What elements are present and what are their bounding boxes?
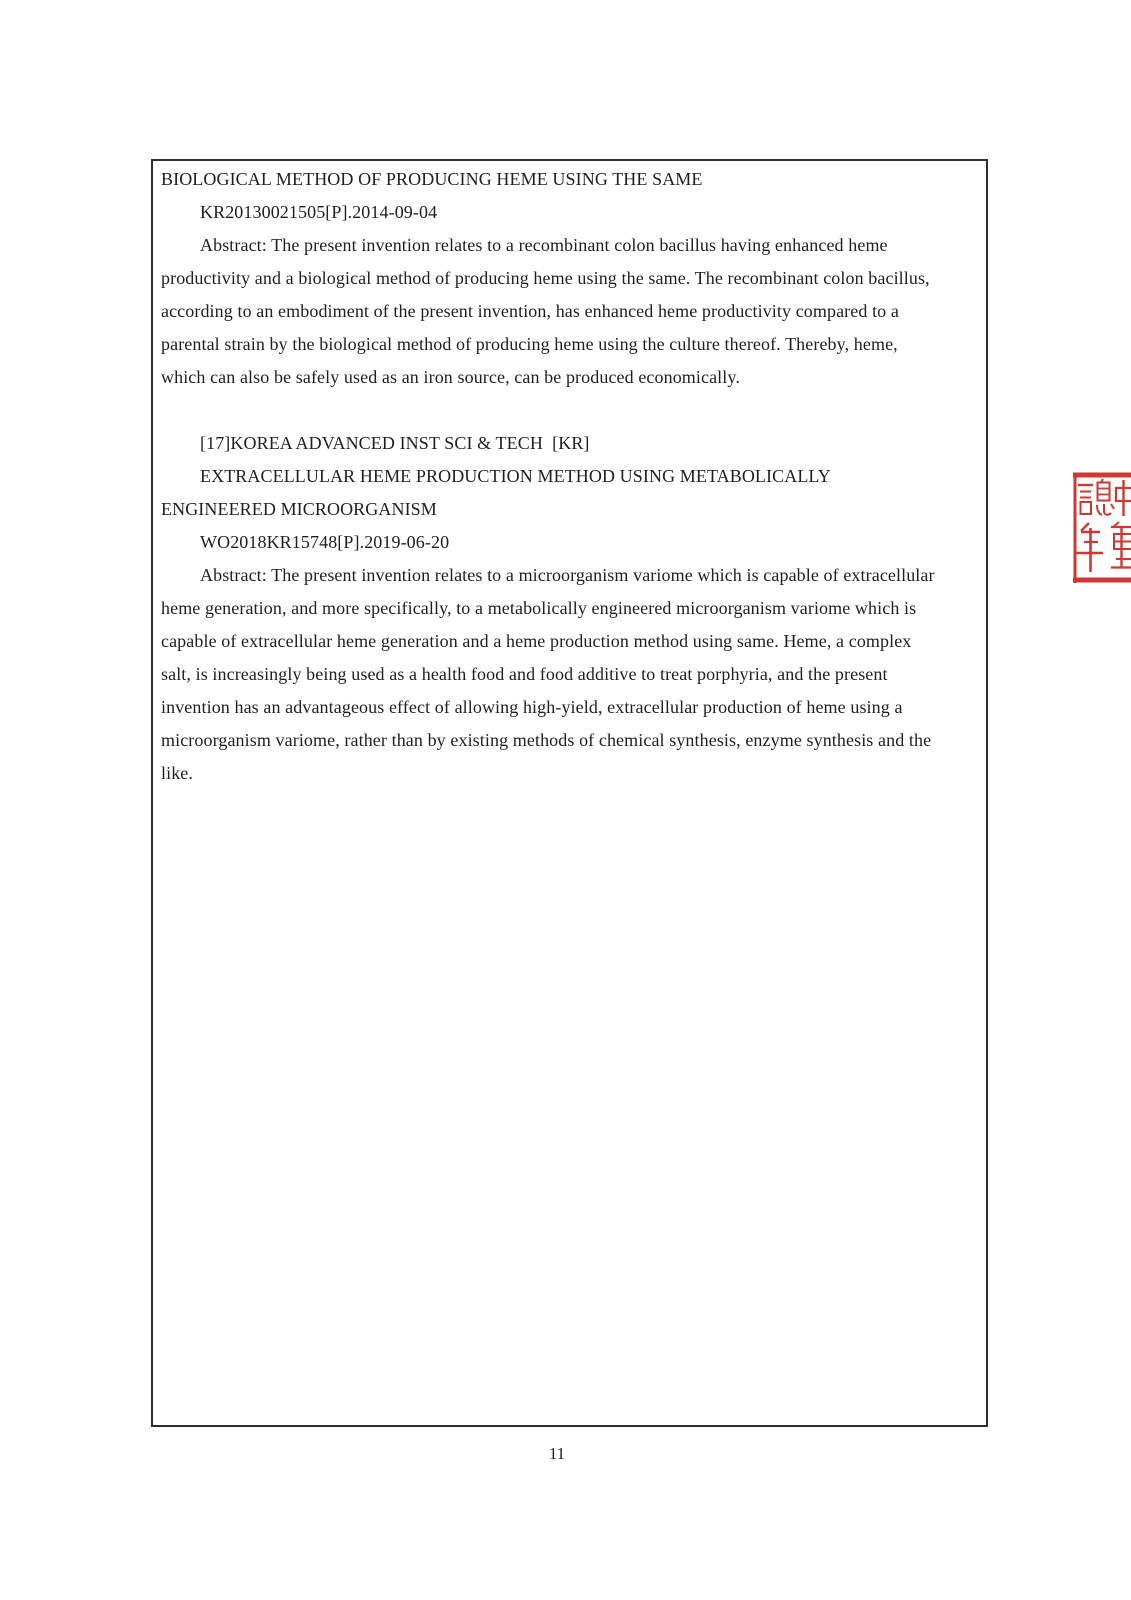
patent-title-line: BIOLOGICAL METHOD OF PRODUCING HEME USING THE SAME <box>161 169 703 189</box>
abstract-line: capable of extracellular heme generation and a heme production method using same. Heme, a complex <box>161 631 912 651</box>
abstract-line: microorganism variome, rather than by existing methods of chemical synthesis, enzyme synthesis and the <box>161 730 932 750</box>
blank-line <box>161 394 986 427</box>
abstract-line: Abstract: The present invention relates to a microorganism variome which is capable of extracellular <box>200 565 935 585</box>
applicant-line: [17]KOREA ADVANCED INST SCI & TECH [KR] <box>200 433 590 453</box>
abstract-line: invention has an advantageous effect of allowing high-yield, extracellular production of heme using a <box>161 697 903 717</box>
content-border-box <box>151 159 988 1427</box>
patent-publication-number: KR20130021505[P].2014-09-04 <box>200 202 438 222</box>
red-seal-stamp-icon <box>1073 471 1131 585</box>
abstract-line: according to an embodiment of the present invention, has enhanced heme productivity compared to a <box>161 301 899 321</box>
abstract-line: Abstract: The present invention relates to a recombinant colon bacillus having enhanced heme <box>200 235 888 255</box>
abstract-line: salt, is increasingly being used as a health food and food additive to treat porphyria, and the present <box>161 664 888 684</box>
abstract-line: parental strain by the biological method of producing heme using the culture thereof. Thereby, heme, <box>161 334 898 354</box>
red-seal-stamp <box>1073 471 1131 585</box>
abstract-line: which can also be safely used as an iron source, can be produced economically. <box>161 367 740 387</box>
abstract-line: like. <box>161 763 193 783</box>
page-number: 11 <box>548 1444 566 1463</box>
patent-title-line: EXTRACELLULAR HEME PRODUCTION METHOD USING METABOLICALLY <box>200 466 831 486</box>
abstract-line: productivity and a biological method of producing heme using the same. The recombinant colon bacillus, <box>161 268 930 288</box>
abstract-line: heme generation, and more specifically, to a metabolically engineered microorganism variome which is <box>161 598 917 618</box>
patent-title-line: ENGINEERED MICROORGANISM <box>161 499 437 519</box>
patent-publication-number: WO2018KR15748[P].2019-06-20 <box>200 532 450 552</box>
